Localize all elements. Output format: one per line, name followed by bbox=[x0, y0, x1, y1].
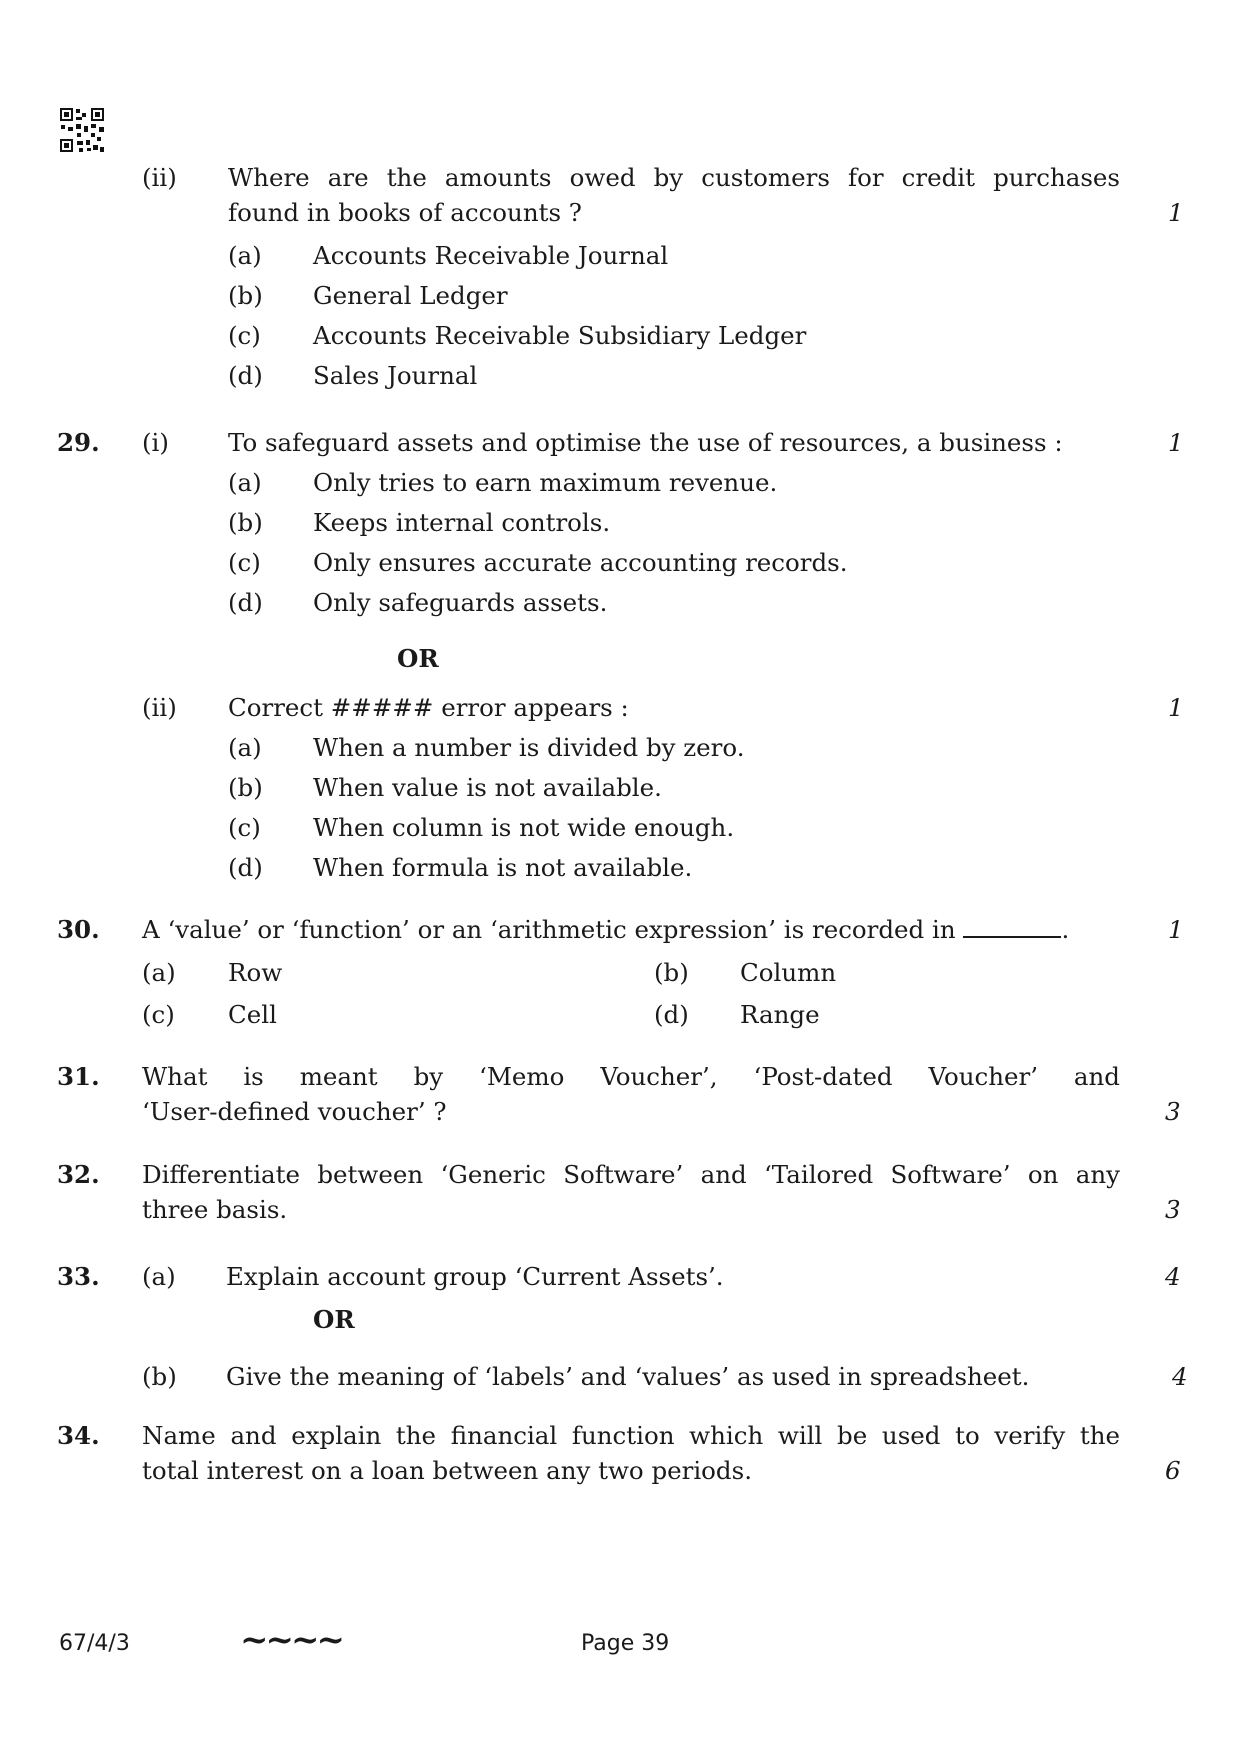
option-text: General Ledger bbox=[313, 281, 508, 310]
q34-marks: 6 bbox=[1165, 1456, 1181, 1485]
option-label: (c) bbox=[228, 548, 261, 577]
q34-text-line1: Name and explain the financial function which will be used to verify the bbox=[142, 1421, 1120, 1450]
q34-text-line2: total interest on a loan between any two periods. bbox=[142, 1456, 752, 1485]
q33-b-label: (b) bbox=[142, 1362, 177, 1391]
q31-marks: 3 bbox=[1165, 1097, 1181, 1126]
q28-ii-label: (ii) bbox=[142, 163, 177, 192]
q31-text-line1: What is meant by ‘Memo Voucher’, ‘Post-dated Voucher’ and bbox=[142, 1062, 1120, 1091]
option-text: When value is not available. bbox=[313, 773, 662, 802]
option-label: (b) bbox=[228, 773, 263, 802]
q31-text-line2: ‘User-defined voucher’ ? bbox=[142, 1097, 447, 1126]
or-separator: OR bbox=[313, 1305, 355, 1334]
option-text: Sales Journal bbox=[313, 361, 478, 390]
q33-b-marks: 4 bbox=[1172, 1362, 1188, 1391]
option-text: Accounts Receivable Journal bbox=[313, 241, 669, 270]
option-label: (c) bbox=[142, 1000, 175, 1029]
option-text: Only safeguards assets. bbox=[313, 588, 608, 617]
q28-ii-text-line1: Where are the amounts owed by customers for credit purchases bbox=[228, 163, 1120, 192]
option-text: Row bbox=[228, 958, 283, 987]
q28-ii-marks: 1 bbox=[1168, 198, 1184, 227]
q29-i-text: To safeguard assets and optimise the use of resources, a business : bbox=[228, 428, 1063, 457]
option-label: (c) bbox=[228, 813, 261, 842]
option-text: Range bbox=[740, 1000, 820, 1029]
option-label: (d) bbox=[654, 1000, 689, 1029]
page-number: Page 39 bbox=[581, 1631, 670, 1656]
option-label: (c) bbox=[228, 321, 261, 350]
question-number-30: 30. bbox=[57, 915, 100, 944]
option-label: (a) bbox=[142, 958, 176, 987]
option-label: (d) bbox=[228, 588, 263, 617]
option-label: (d) bbox=[228, 361, 263, 390]
fill-in-blank bbox=[963, 916, 1061, 938]
option-label: (a) bbox=[228, 468, 262, 497]
option-text: Keeps internal controls. bbox=[313, 508, 611, 537]
question-number-34: 34. bbox=[57, 1421, 100, 1450]
q29-ii-text: Correct ##### error appears : bbox=[228, 693, 629, 722]
option-text: Column bbox=[740, 958, 837, 987]
option-text: When a number is divided by zero. bbox=[313, 733, 745, 762]
q32-marks: 3 bbox=[1165, 1195, 1181, 1224]
q29-i-marks: 1 bbox=[1168, 428, 1184, 457]
q30-question bbox=[142, 914, 1069, 946]
option-label: (b) bbox=[228, 508, 263, 537]
option-label: (b) bbox=[228, 281, 263, 310]
q30-text: A ‘value’ or ‘function’ or an ‘arithmetic expression’ is recorded in bbox=[142, 915, 956, 944]
q28-ii-text-line2: found in books of accounts ? bbox=[228, 198, 582, 227]
option-text: Cell bbox=[228, 1000, 277, 1029]
qr-code-image bbox=[59, 107, 105, 153]
paper-code: 67/4/3 bbox=[59, 1631, 130, 1656]
q29-i-label: (i) bbox=[142, 428, 169, 457]
question-number-33: 33. bbox=[57, 1262, 100, 1291]
q30-marks: 1 bbox=[1168, 915, 1184, 944]
option-label: (a) bbox=[228, 241, 262, 270]
q33-b-text: Give the meaning of ‘labels’ and ‘values’ as used in spreadsheet. bbox=[226, 1362, 1030, 1391]
q33-a-text: Explain account group ‘Current Assets’. bbox=[226, 1262, 724, 1291]
option-label: (b) bbox=[654, 958, 689, 987]
or-separator: OR bbox=[397, 644, 439, 673]
option-label: (d) bbox=[228, 853, 263, 882]
q33-a-marks: 4 bbox=[1165, 1262, 1181, 1291]
option-text: When formula is not available. bbox=[313, 853, 693, 882]
option-label: (a) bbox=[228, 733, 262, 762]
q32-text-line1: Differentiate between ‘Generic Software’ and ‘Tailored Software’ on any bbox=[142, 1160, 1120, 1189]
q30-period: . bbox=[1061, 915, 1070, 944]
option-text: When column is not wide enough. bbox=[313, 813, 735, 842]
q33-a-label: (a) bbox=[142, 1262, 176, 1291]
q32-text-line2: three basis. bbox=[142, 1195, 288, 1224]
question-number-31: 31. bbox=[57, 1062, 100, 1091]
option-text: Only ensures accurate accounting records. bbox=[313, 548, 848, 577]
question-number-29: 29. bbox=[57, 428, 100, 457]
option-text: Accounts Receivable Subsidiary Ledger bbox=[313, 321, 807, 350]
q29-ii-marks: 1 bbox=[1168, 693, 1184, 722]
q29-ii-label: (ii) bbox=[142, 693, 177, 722]
footer-ornament: ~~~~ bbox=[240, 1620, 342, 1660]
option-text: Only tries to earn maximum revenue. bbox=[313, 468, 778, 497]
question-number-32: 32. bbox=[57, 1160, 100, 1189]
